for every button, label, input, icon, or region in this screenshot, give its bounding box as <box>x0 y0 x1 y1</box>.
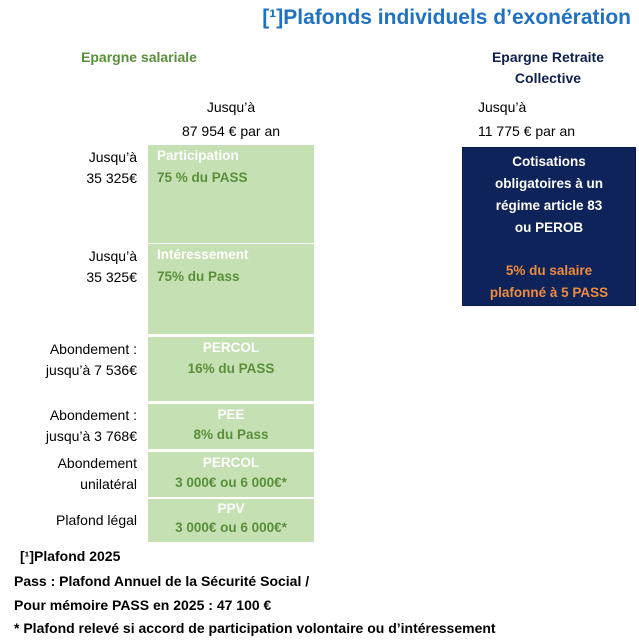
row-label-ppv <box>56 510 137 531</box>
epargne-retraite-heading-line1: Epargne Retraite <box>491 49 605 65</box>
cap-line1: Jusqu’à <box>478 99 527 115</box>
row-label-line1: Jusqu’à <box>88 149 137 165</box>
page-title: [¹]Plafonds individuels d’exonération <box>262 6 631 29</box>
cotisations-line: régime article 83 <box>495 198 603 213</box>
cap-line1: Jusqu’à <box>206 99 256 115</box>
row-label-line2: jusqu’à 3 768€ <box>45 428 137 444</box>
epargne-retraite-heading <box>468 47 628 89</box>
row-label-percol-abondement <box>46 339 137 381</box>
plafond-salaire-text <box>463 260 635 304</box>
row-label-line1: Abondement : <box>49 341 137 357</box>
row-label-participation <box>86 147 137 189</box>
row-label-line2: 35 325€ <box>86 170 137 186</box>
row-label-percol-unilateral <box>58 453 137 495</box>
plafond-line: plafonné à 5 PASS <box>489 285 609 300</box>
cotisations-line: obligatoires à un <box>494 176 603 191</box>
epargne-retraite-heading-line2: Collective <box>514 70 582 86</box>
row-label-line2: jusqu’à 7 536€ <box>45 362 137 378</box>
pee-value: 8% du Pass <box>193 427 269 442</box>
row-label-line1: Plafond légal <box>56 512 137 528</box>
row-label-line1: Jusqu’à <box>88 248 137 264</box>
cap-line2: 87 954 € par an <box>181 123 281 139</box>
ppv-name: PPV <box>217 501 245 516</box>
footnote-plafond-releve: * Plafond relevé si accord de participation volontaire ou d’intéressement <box>14 620 496 636</box>
footnote-pass-2025: Pour mémoire PASS en 2025 : 47 100 € <box>14 597 272 613</box>
ppv-value: 3 000€ ou 6 000€* <box>175 520 287 535</box>
interessement-value: 75% du Pass <box>157 269 240 284</box>
row-label-line2: unilatéral <box>80 476 137 492</box>
retraite-cotisations-box <box>462 147 636 306</box>
percol-name: PERCOL <box>202 340 260 355</box>
pee-name: PEE <box>217 407 245 422</box>
footnote-plafond-2025: [¹]Plafond 2025 <box>20 548 121 564</box>
percol-unilateral-value: 3 000€ ou 6 000€* <box>175 475 287 490</box>
epargne-retraite-cap <box>478 95 618 143</box>
ppv-box <box>148 499 314 542</box>
row-label-line1: Abondement <box>57 455 137 471</box>
row-label-line2: 35 325€ <box>86 269 137 285</box>
cotisations-line: Cotisations <box>512 154 586 169</box>
interessement-name: Intéressement <box>157 247 249 262</box>
row-label-interessement <box>86 246 137 288</box>
percol-unilateral-name: PERCOL <box>202 455 260 470</box>
cap-line2: 11 775 € par an <box>478 123 576 139</box>
cotisations-text <box>463 148 635 239</box>
participation-value: 75 % du PASS <box>157 170 248 185</box>
participation-name: Participation <box>157 148 239 163</box>
row-label-pee-abondement <box>46 405 137 447</box>
epargne-salariale-cap <box>148 95 314 143</box>
row-label-line1: Abondement : <box>49 407 137 423</box>
percol-abondement-box <box>148 337 314 401</box>
footnote-pass-definition: Pass : Plafond Annuel de la Sécurité Social / <box>14 573 310 589</box>
pee-abondement-box <box>148 404 314 449</box>
percol-value: 16% du PASS <box>187 361 275 376</box>
interessement-box <box>148 244 314 334</box>
percol-unilateral-box <box>148 452 314 497</box>
participation-box <box>148 145 314 243</box>
cotisations-line: ou PEROB <box>514 220 584 235</box>
epargne-salariale-heading: Epargne salariale <box>81 49 197 65</box>
plafond-line: 5% du salaire <box>505 263 593 278</box>
